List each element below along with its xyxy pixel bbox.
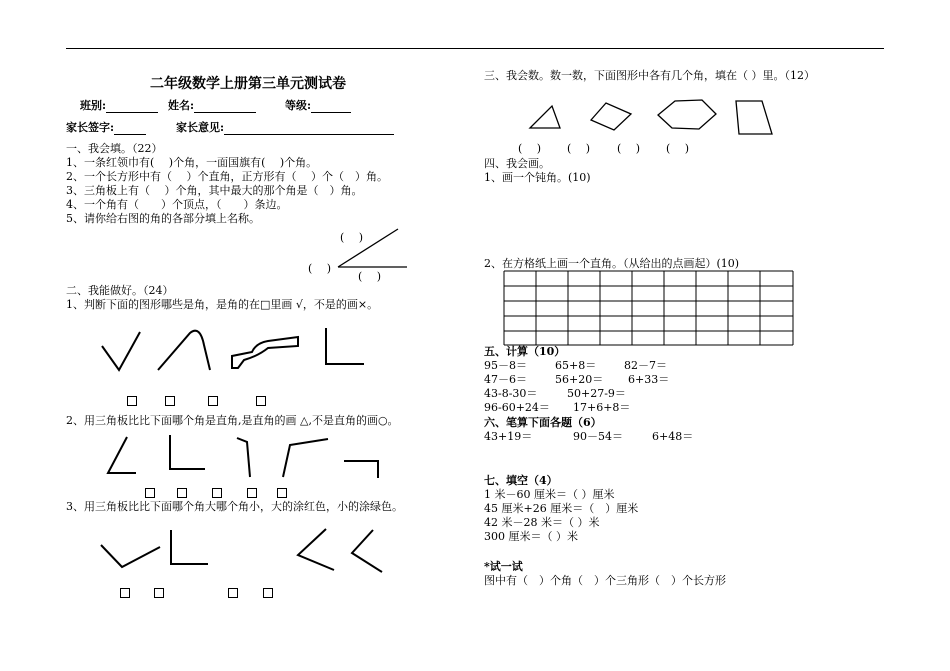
angle-figure [170, 435, 205, 469]
calc-item: 17+6+8＝ [573, 401, 631, 414]
page-title: 二年级数学上册第三单元测试卷 [150, 76, 346, 92]
hexagon-shape [658, 100, 716, 129]
quadrilateral-shape [591, 103, 631, 130]
angle-ray-upper [338, 229, 398, 267]
calc-item: 47－6＝ [484, 373, 527, 386]
section2-q2: 2、用三角板比比下面哪个角是直角,是直角的画 △,不是直角的画○。 [66, 414, 399, 427]
angle-figure [352, 530, 382, 572]
section1-q5: 5、请你给右图的角的各部分填上名称。 [66, 212, 260, 225]
fill-line: 45 厘米+26 厘米＝（ ）厘米 [484, 502, 639, 515]
calc-item: 50+27-9＝ [567, 387, 626, 400]
section6-heading: 六、笔算下面各题（6） [484, 416, 602, 429]
section1-q3: 3、三角板上有（ ）个角，其中最大的那个角是（ ）角。 [66, 184, 363, 197]
shape-blank-3: ( ) [617, 142, 641, 155]
written-calc-item: 43+19＝ [484, 430, 533, 443]
section1-q2: 2、一个长方形中有（ ）个直角，正方形有（ ）个（ ）角。 [66, 170, 388, 183]
try-heading: *试一试 [484, 560, 523, 573]
section4-q2: 2、在方格纸上画一个直角。（从给出的点画起）(10) [484, 257, 740, 270]
angle-figure [101, 545, 160, 567]
parent-sign-label: 家长签字: [66, 121, 146, 135]
angle-label-top: ( ) [340, 231, 364, 244]
calc-item: 82－7＝ [624, 359, 667, 372]
calc-item: 6+33＝ [628, 373, 670, 386]
calc-item: 95－8＝ [484, 359, 527, 372]
angle-figure [283, 439, 328, 477]
calc-item: 56+20＝ [555, 373, 604, 386]
name-label: 姓名: [168, 99, 256, 113]
fill-line: 300 厘米＝（ ）米 [484, 530, 578, 543]
section2-heading: 二、我能做好。（24） [66, 284, 174, 297]
step-figure [232, 337, 298, 368]
section2-q1: 1、判断下面的图形哪些是角，是角的在□里画 √，不是的画×。 [66, 298, 379, 311]
angle-label-bottom: ( ) [358, 270, 382, 283]
section3-heading: 三、我会数。数一数，下面图形中各有几个角，填在（ ）里。（12） [484, 69, 815, 82]
try-line: 图中有（ ）个角（ ）个三角形（ ）个长方形 [484, 574, 726, 587]
section1-q4: 4、一个角有（ ）个顶点，（ ）条边。 [66, 198, 288, 211]
shape-blank-1: ( ) [518, 142, 542, 155]
shape-blank-4: ( ) [666, 142, 690, 155]
written-calc-item: 90－54＝ [573, 430, 623, 443]
angle-figure [108, 437, 136, 473]
section1-q1: 1、一条红领巾有( )个角，一面国旗有( )个角。 [66, 156, 318, 169]
angle-label-left: ( ) [308, 262, 332, 275]
section4-q1: 1、画一个钝角。(10) [484, 171, 591, 184]
class-label: 班别: [80, 99, 158, 113]
angle-figure [237, 438, 250, 477]
written-calc-item: 6+48＝ [652, 430, 694, 443]
section4-heading: 四、我会画。 [484, 157, 550, 170]
calc-item: 65+8＝ [555, 359, 597, 372]
right-angle-figure [326, 328, 364, 364]
parent-opinion-label: 家长意见: [176, 121, 394, 135]
section1-heading: 一、我会填。（22） [66, 142, 163, 155]
triangle-shape [530, 106, 560, 128]
curved-figure [158, 331, 210, 370]
angle-figure [344, 461, 378, 478]
section7-heading: 七、填空（4） [484, 474, 558, 487]
grid-paper [504, 271, 793, 345]
calc-item: 96-60+24＝ [484, 401, 550, 414]
angle-figure [102, 332, 140, 370]
angle-figure [298, 529, 334, 570]
angle-figure [171, 530, 208, 564]
section2-q3: 3、用三角板比比下面哪个角大哪个角小，大的涂红色，小的涂绿色。 [66, 500, 403, 513]
calc-item: 43-8-30＝ [484, 387, 538, 400]
fill-line: 42 米－28 米＝（ ）米 [484, 516, 600, 529]
fill-line: 1 米－60 厘米＝（ ）厘米 [484, 488, 615, 501]
shape-blank-2: ( ) [567, 142, 591, 155]
grade-label: 等级: [285, 99, 351, 113]
trapezoid-shape [736, 101, 772, 134]
section5-heading: 五、计算（10） [484, 345, 566, 358]
